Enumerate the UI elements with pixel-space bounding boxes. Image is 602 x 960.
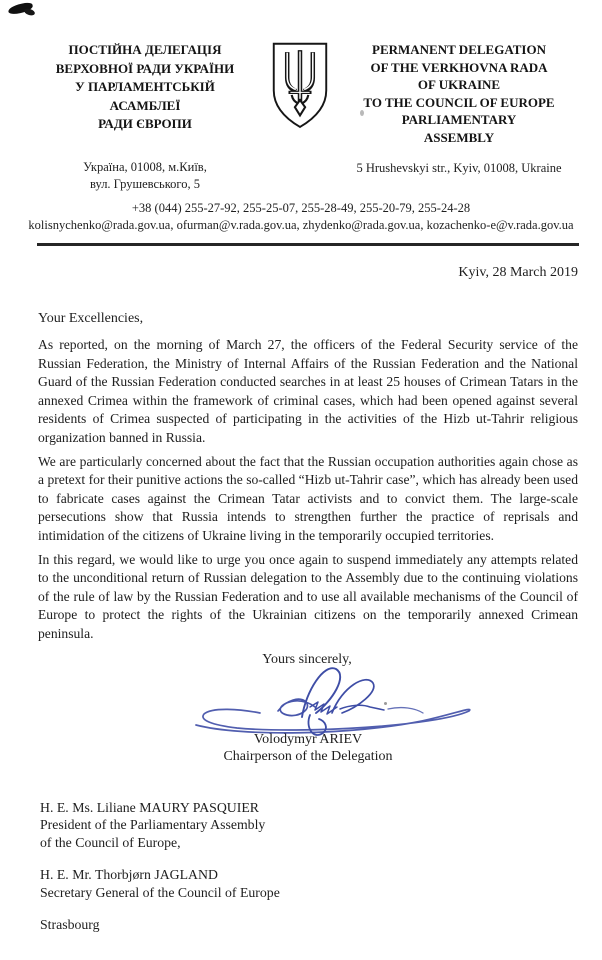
closing-phrase: Yours sincerely, — [262, 651, 352, 667]
letterhead — [0, 0, 602, 146]
address-line: вул. Грушевського, 5 — [90, 176, 200, 191]
dateline: Kyiv, 28 March 2019 — [458, 265, 578, 280]
letterhead-line: РАДИ ЄВРОПИ — [98, 116, 192, 131]
email-addresses: kolisnychenko@rada.gov.ua, ofurman@v.rada.gov.ua, zhydenko@rada.gov.ua, kozachenko-e@v.rada.gov.ua — [28, 218, 574, 232]
letterhead-line: PARLIAMENTARY — [401, 112, 517, 127]
signer-name: Volodymyr ARIEV — [253, 731, 363, 747]
paragraph-2: We are particularly concerned about the fact that the Russian occupation authorities again chose as a pretext for their punitive actions the so-called “Hizb ut-Tahrir case”, which has already been used to fabricate cases against the Crimean Tatar activists and to convict them. The large-scale persecutions show that Russia intends to strengthen further the practice of reprisals and intimidation of the citizens of Ukraine living in the temporarily occupied territories. — [38, 453, 578, 543]
letterhead-line: ASSEMBLY — [423, 129, 495, 145]
address-spacer — [260, 159, 338, 192]
address-english: 5 Hrushevskyi str., Kyiv, 01008, Ukraine — [356, 161, 562, 175]
letterhead-divider — [37, 243, 579, 246]
recipient-line: President of the Parliamentary Assembly — [40, 817, 266, 833]
letterhead-line: ПОСТІЙНА ДЕЛЕГАЦІЯ — [68, 42, 222, 57]
letterhead-line: TO THE COUNCIL OF EUROPE — [363, 94, 555, 110]
recipient-line: H. E. Mr. Thorbjørn JAGLAND — [40, 867, 218, 883]
paragraph-3: In this regard, we would like to urge you once again to suspend immediately any attempts related to the unconditional return of Russian delegation to the Assembly due to the continuing violations of the rule of law by the Russian Federation and to use all available mechanisms of the Council of Europe to protect the rights of the Ukrainian citizens on the temporarily annexed Crimean peninsula. — [38, 551, 578, 641]
address-row — [0, 146, 602, 192]
letterhead-line: У ПАРЛАМЕНТСЬКІЙ — [75, 79, 215, 94]
letterhead-line: OF UKRAINE — [417, 77, 501, 92]
letterhead-line: АСАМБЛЕЇ — [109, 97, 181, 113]
letterhead-english-title — [338, 38, 580, 146]
salutation: Your Excellencies, — [38, 311, 144, 326]
recipients-section — [40, 799, 578, 934]
paragraph-1: As reported, on the morning of March 27, the officers of the Federal Security service of the Russian Federation, the Ministry of Internal Affairs of the Russian Federation and the National Guard of the Russian Federation conducted searches in at least 25 houses of Crimean Tatars in the annexed Crimea within the framework of criminal cases, which had been opened against several residents of Crimea suspected of participating in the activities of the Hizb ut-Tahrir religious organization banned in Russia. — [38, 337, 578, 445]
recipient-pasquier — [40, 799, 578, 852]
letterhead-ukrainian-title — [30, 38, 260, 134]
letterhead-line: OF THE VERKHOVNA RADA — [370, 59, 548, 75]
letterhead-line: PERMANENT DELEGATION — [372, 42, 546, 57]
scan-fleck — [360, 110, 364, 116]
ukraine-trident-emblem-icon — [268, 40, 332, 132]
recipient-line: of the Council of Europe, — [40, 834, 181, 850]
signer-title: Chairperson of the Delegation — [223, 749, 393, 765]
signature-area — [0, 669, 602, 737]
recipient-line: Secretary General of the Council of Europe — [40, 885, 280, 901]
recipient-city: Strasbourg — [40, 916, 100, 932]
letterhead-line: ВЕРХОВНОЇ РАДИ УКРАЇНИ — [55, 60, 235, 76]
phone-numbers: +38 (044) 255-27-92, 255-25-07, 255-28-49, 255-20-79, 255-24-28 — [131, 201, 471, 215]
address-ukrainian — [30, 159, 260, 192]
recipient-jagland — [40, 866, 578, 901]
address-line: Україна, 01008, м.Київ, — [83, 160, 207, 174]
recipient-line: H. E. Ms. Liliane MAURY PASQUIER — [40, 799, 259, 815]
